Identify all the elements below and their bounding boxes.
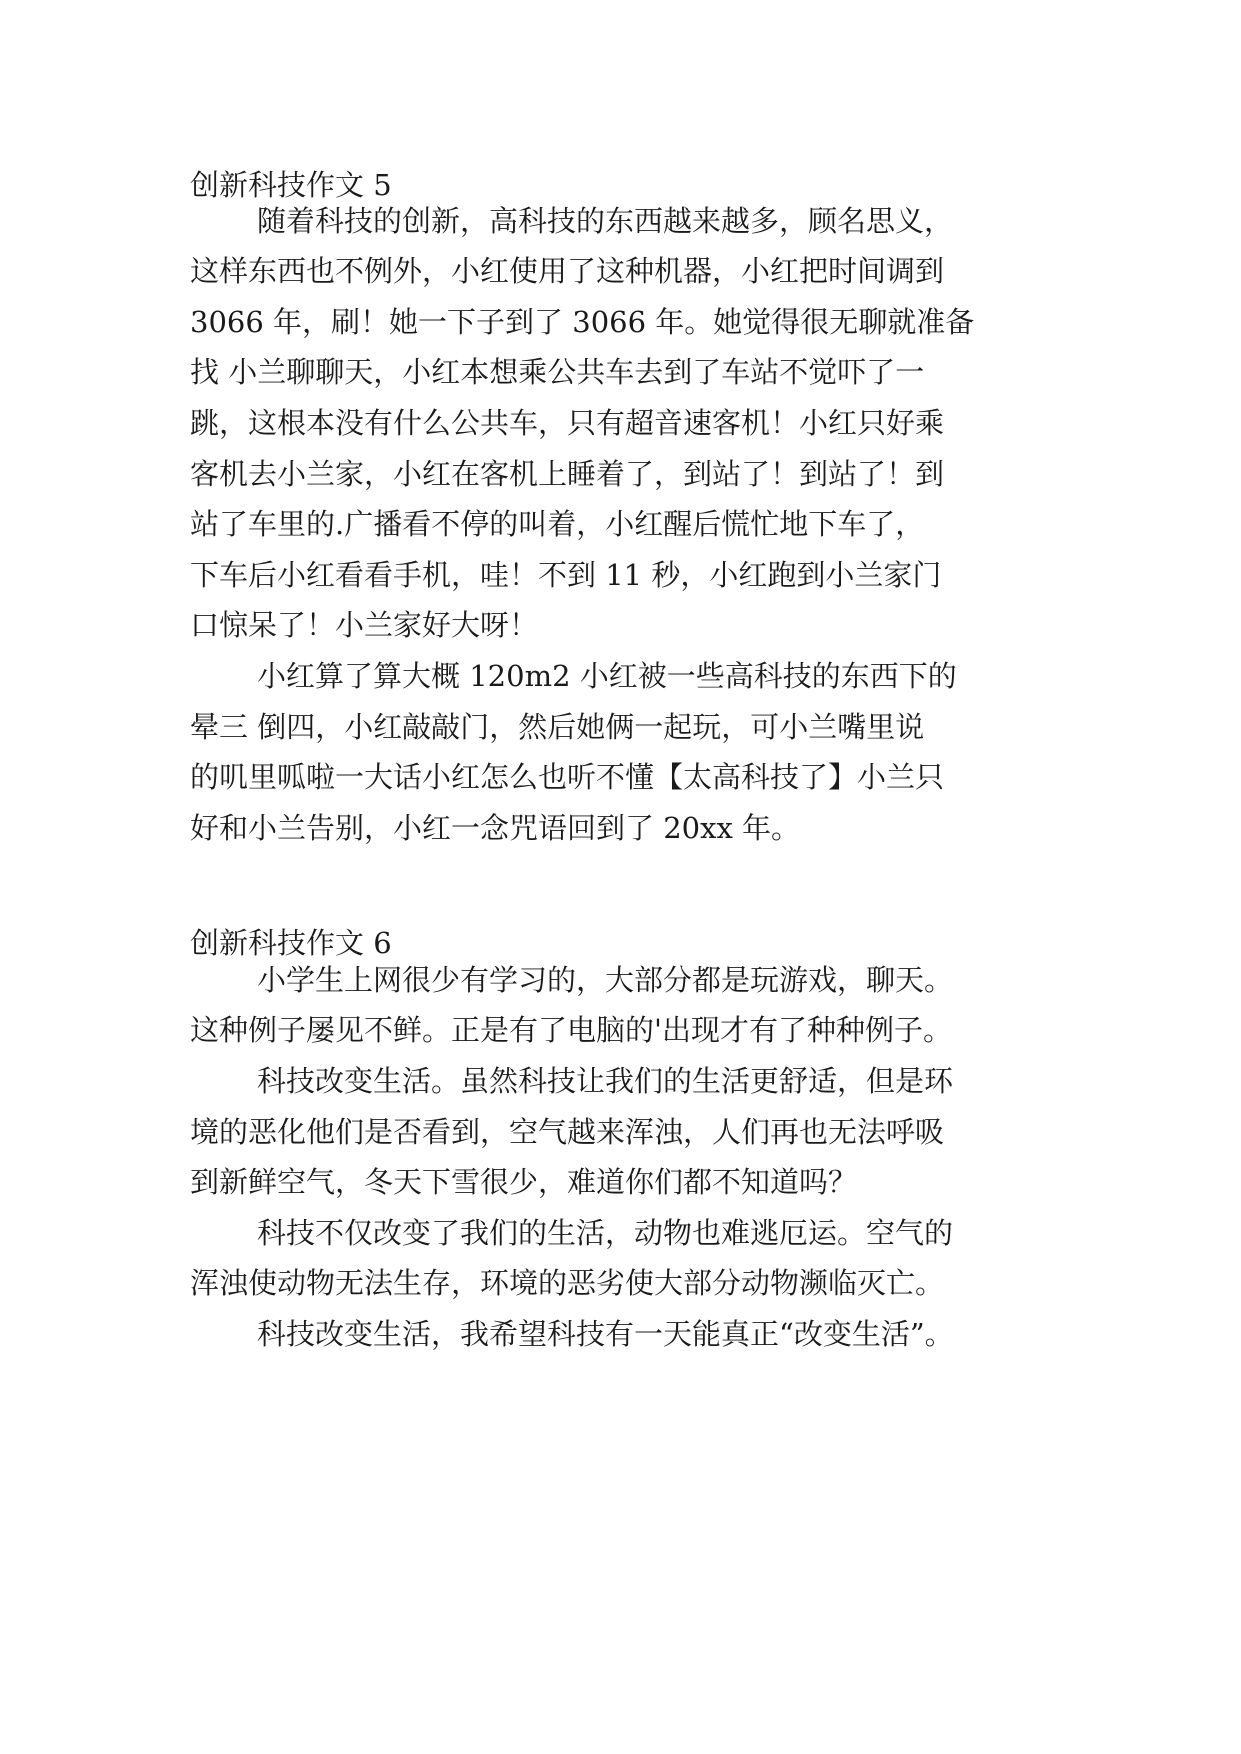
section-6-line-2: 这种例子屡见不鲜。正是有了电脑的'出现才有了种种例子。 [190, 1013, 952, 1047]
section-5-line-13: 好和小兰告别，小红一念咒语回到了 20xx 年。 [190, 811, 801, 845]
section-5-line-2: 这样东西也不例外，小红使用了这种机器，小红把时间调到 [190, 254, 945, 288]
section-5-line-11: 晕三 倒四，小红敲敲门，然后她俩一起玩，可小兰嘴里说 [190, 710, 925, 744]
section-5-title: 创新科技作文 5 [190, 168, 392, 202]
section-5-line-9: 口惊呆了！小兰家好大呀！ [190, 608, 539, 642]
section-5-line-4: 找 小兰聊聊天，小红本想乘公共车去到了车站不觉吓了一 [190, 355, 925, 389]
section-5-line-3: 3066 年，刷！她一下子到了 3066 年。她觉得很无聊就准备 [190, 305, 975, 339]
section-5-line-6: 客机去小兰家，小红在客机上睡着了，到站了！到站了！到 [190, 457, 945, 491]
section-5-line-12: 的叽里呱啦一大话小红怎么也听不懂【太高科技了】小兰只 [190, 760, 945, 794]
section-6-line-3: 科技改变生活。虽然科技让我们的生活更舒适，但是环 [257, 1064, 954, 1098]
section-5-line-5: 跳，这根本没有什么公共车，只有超音速客机！小红只好乘 [190, 406, 945, 440]
section-5-line-7: 站了车里的.广播看不停的叫着，小红醒后慌忙地下车了， [190, 507, 925, 541]
section-6-line-8: 科技改变生活，我希望科技有一天能真正“改变生活”。 [257, 1317, 954, 1351]
section-5-line-10: 小红算了算大概 120m2 小红被一些高科技的东西下的 [257, 659, 957, 693]
section-5-line-1: 随着科技的创新，高科技的东西越来越多，顾名思义， [257, 204, 954, 238]
section-6-line-6: 科技不仅改变了我们的生活，动物也难逃厄运。空气的 [257, 1216, 954, 1250]
section-6-line-4: 境的恶化他们是否看到，空气越来浑浊，人们再也无法呼吸 [190, 1115, 945, 1149]
section-6-line-1: 小学生上网很少有学习的，大部分都是玩游戏，聊天。 [257, 963, 954, 997]
section-6-line-5: 到新鲜空气，冬天下雪很少，难道你们都不知道吗？ [190, 1165, 858, 1199]
section-6-line-7: 浑浊使动物无法生存，环境的恶劣使大部分动物濒临灭亡。 [190, 1266, 945, 1300]
section-5-line-8: 下车后小红看看手机，哇！不到 11 秒，小红跑到小兰家门 [190, 558, 942, 592]
section-6-title: 创新科技作文 6 [190, 926, 392, 960]
